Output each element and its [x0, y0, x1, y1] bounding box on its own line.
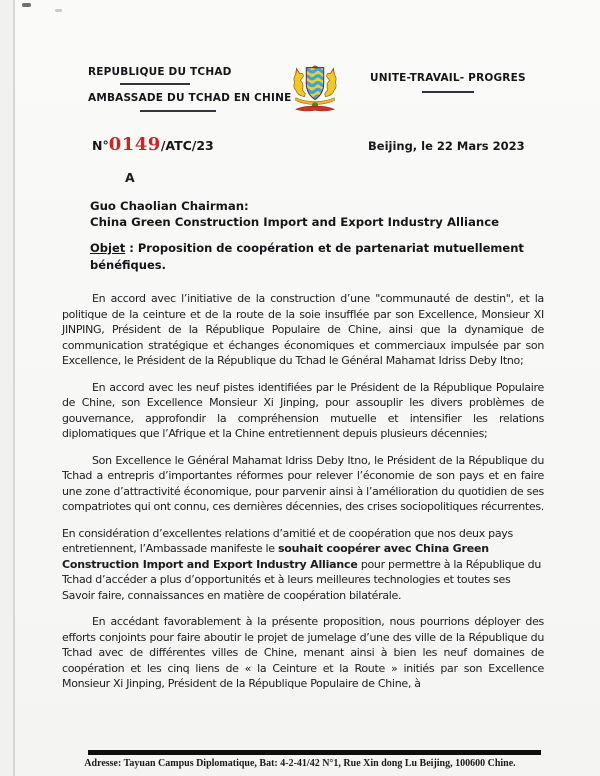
paragraph-4-text: pour permettre à la République du Tchad d’accéder a plus d’opportunités et à leurs meilleures technologies et toutes ses Savoir faire, connaissances en matière de coopération bilatérale.: [62, 557, 542, 602]
paragraph-4-bold-partner: souhait coopérer avec China Green Construction Import and Export Industry Alliance: [62, 542, 489, 571]
subject-line: [90, 240, 542, 273]
recipient-salutation: A: [125, 170, 135, 185]
scan-artifact: [22, 3, 31, 7]
letter-body: [62, 291, 544, 703]
recipient-organization: China Green Construction Import and Export Industry Alliance: [90, 214, 500, 229]
embassy-title: AMBASSADE DU TCHAD EN CHINE: [88, 92, 292, 104]
paragraph-3: Son Excellence le Général Mahamat Idriss Deby Itno, le Président de la République du Tchad a entrepris d’importantes réformes pour relever l’économie de son pays et en faire une zone d’attractivité économique, pour parvenir ainsi à l’amélioration du quotidien de ses compatriotes qui ont connu, ces dernières décennies, des crises sociopolitiques récurrentes.: [62, 453, 544, 513]
national-motto: UNITE-TRAVAIL- PROGRES: [370, 72, 526, 84]
paragraph-1: En accord avec l’initiative de la construction d’une "communauté de destin", et la politique de la ceinture et de la route de la soie insufflée par son Excellence, Monsieur XI JINPING, Président de la République Populaire de Chine, ainsi que la dynamique de communication stratégique et échanges économiques et commerciaux impulsée par son Excellence, le Président de la République du Tchad le Général Mahamat Idriss Deby Itno;: [62, 292, 544, 367]
paragraph-4-text: En considération d’excellentes relations d’amitié et de coopération que nos deux pays entretiennent, l’Ambassade manifeste le: [62, 526, 513, 555]
letterhead-left: [88, 66, 291, 112]
republic-title: REPUBLIQUE DU TCHAD: [88, 66, 232, 78]
chad-coat-of-arms-icon: [284, 60, 346, 118]
reference-line: [92, 134, 214, 155]
divider: [422, 91, 474, 93]
scan-margin-strip: [0, 0, 13, 776]
subject-label: Objet: [90, 241, 126, 255]
paragraph-4: [62, 526, 544, 604]
divider: [120, 83, 190, 85]
recipient-name: Guo Chaolian Chairman:: [90, 199, 249, 213]
paragraph-2: En accord avec les neuf pistes identifiées par le Président de la République Populaire de Chine, son Excellence Monsieur Xi Jinping, pour assouplir les divers problèmes de gouvernance, approfondir la compréhension mutuelle et intensifier les relations diplomatiques que l’Afrique et la Chine entretiennent depuis plusieurs décennies;: [62, 380, 544, 440]
subject-separator: :: [125, 241, 138, 255]
divider: [140, 110, 216, 112]
footer-address: Adresse: Tayuan Campus Diplomatique, Bat: 4-2-41/42 N°1, Rue Xin dong Lu Beijing, 100600 Chine.: [84, 758, 516, 769]
ref-prefix: N°: [92, 138, 109, 153]
recipient-block: [90, 199, 499, 230]
paragraph-5: En accédant favorablement à la présente proposition, nous pourrions déployer des efforts conjoints pour faire aboutir le projet de jumelage d’une des ville de la République du Tchad avec de différentes villes de Chine, menant ainsi à bien les neuf domaines de coopération et les cinq liens de « la Ceinture et la Route » initiés par son Excellence Monsieur Xi Jinping, Président de la République Populaire de Chine, à: [62, 615, 544, 690]
ref-number: 0149: [108, 134, 161, 155]
scan-paper-edge: [13, 0, 15, 776]
footer-rule: [88, 750, 541, 755]
scan-artifact: [55, 9, 62, 12]
subject-text: Proposition de coopération et de partenariat mutuellement bénéfiques.: [90, 241, 524, 272]
dateline: Beijing, le 22 Mars 2023: [368, 139, 525, 153]
ref-suffix: /ATC/23: [160, 138, 214, 153]
letterhead-right: [370, 72, 526, 93]
